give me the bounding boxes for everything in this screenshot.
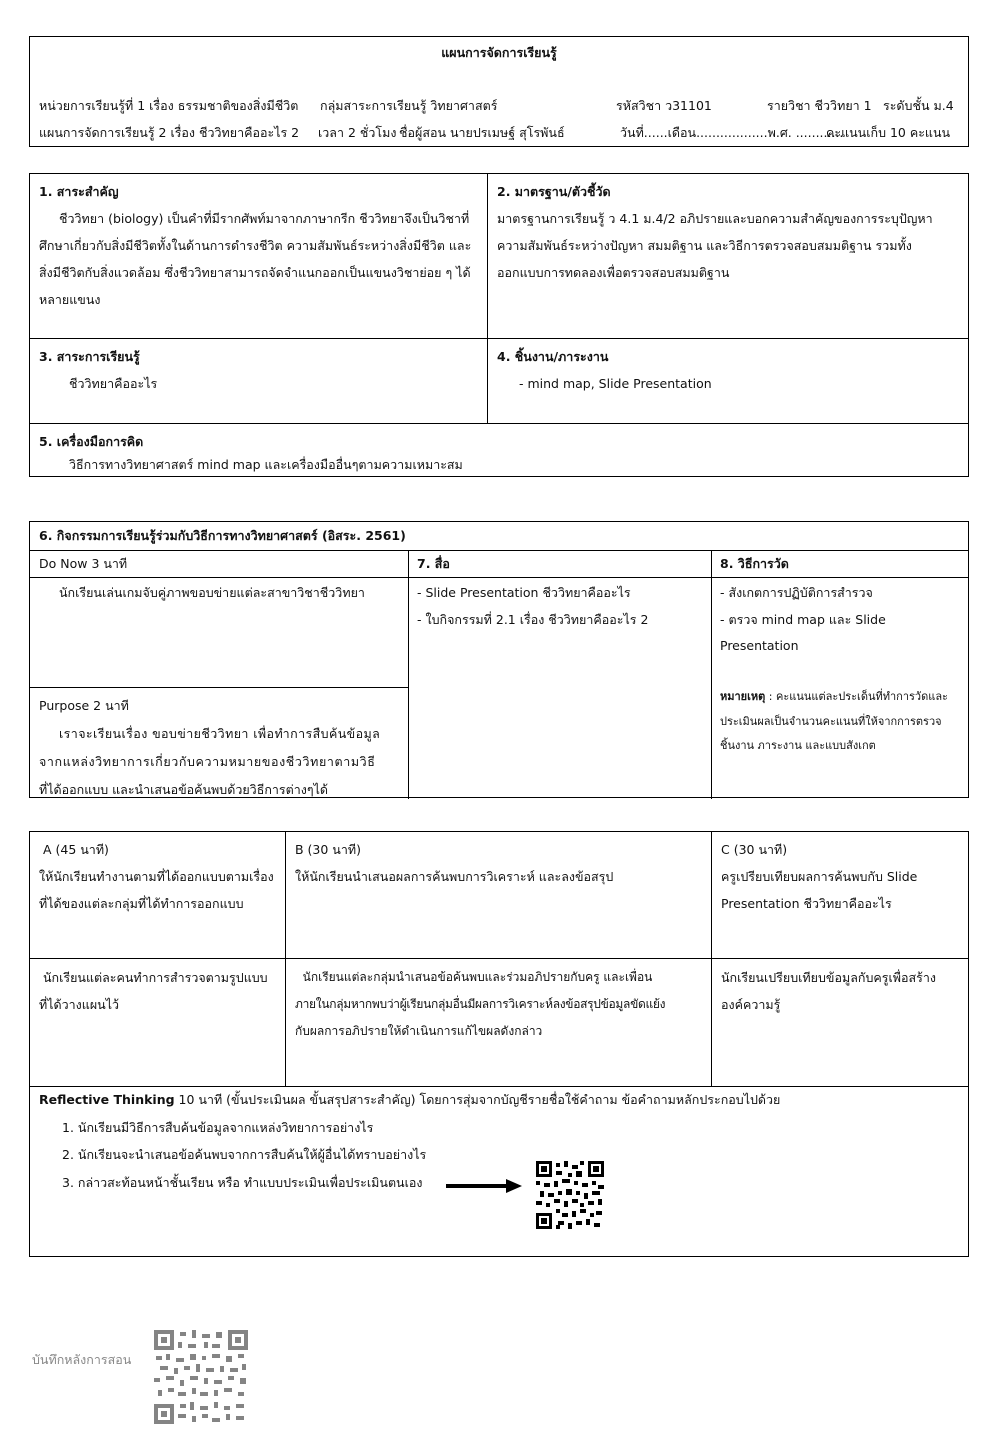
- section-heading: 2. มาตรฐาน/ตัวชี้วัด: [497, 184, 611, 199]
- assessment-item: Presentation: [720, 638, 799, 653]
- purpose-line: เราจะเรียนเรื่อง ขอบข่ายชีววิทยา เพื่อทำการสืบค้นข้อมูล: [59, 726, 381, 741]
- b-line: ให้นักเรียนนำเสนอผลการค้นพบการวิเคราะห์ และลงข้อสรุป: [295, 869, 614, 884]
- purpose-time: 2 นาที: [89, 698, 129, 713]
- reflective-item: 2. นักเรียนจะนำเสนอข้อค้นพบจากการสืบค้นให้ผู้อื่นได้ทราบอย่างไร: [62, 1147, 427, 1162]
- essence-line: ศึกษาเกี่ยวกับสิ่งมีชีวิตทั้งในด้านการดำรงชีวิต ความสัมพันธ์ระหว่างสิ่งมีชีวิต และ: [39, 238, 472, 253]
- donow-label: Do Now: [39, 556, 88, 571]
- a2-line: ที่ได้วางแผนไว้: [39, 997, 120, 1012]
- c-line: ครูเปรียบเทียบผลการค้นพบกับ Slide: [721, 869, 918, 884]
- section-content: [30, 339, 487, 401]
- assessment-heading: 8. วิธีการวัด: [720, 556, 789, 571]
- header-box: [29, 36, 969, 147]
- reflective-item: 3. กล่าวสะท้อนหน้าชั้นเรียน หรือ ทำแบบประเมินเพื่อประเมินตนเอง: [62, 1175, 423, 1190]
- assessment-item: - ตรวจ mind map และ Slide: [720, 612, 886, 627]
- section-heading: 3. สาระการเรียนรู้: [39, 349, 140, 364]
- media-item: - ใบกิจกรรมที่ 2.1 เรื่อง ชีววิทยาคืออะไร 2: [417, 612, 649, 627]
- c-title: C (30 นาที): [721, 842, 788, 857]
- activities-heading: 6. กิจกรรมการเรียนรู้ร่วมกับวิธีการทางวิทยาศาสตร์ (อิสระ. 2561): [39, 528, 406, 543]
- c2-line: องค์ความรู้: [721, 997, 781, 1012]
- section-essence: [30, 174, 487, 317]
- score-text: คะแนนเก็บ 10 คะแนน: [826, 125, 951, 140]
- a-title: A (45 นาที): [39, 842, 109, 857]
- c2-cell: [712, 960, 969, 1022]
- unit-text: หน่วยการเรียนรู้ที่ 1 เรื่อง ธรรมชาติของสิ่งมีชีวิต: [39, 98, 299, 113]
- qr-code-icon: [154, 1330, 248, 1424]
- c-line: Presentation ชีววิทยาคืออะไร: [721, 896, 892, 911]
- a-line: ที่ได้ของแต่ละกลุ่มที่ได้ทำการออกแบบ: [39, 896, 244, 911]
- donow-time: 3 นาที: [87, 556, 128, 571]
- section-tasks: [488, 339, 968, 401]
- purpose-line: ที่ได้ออกแบบ และนำเสนอข้อค้นพบด้วยวิธีการต่างๆได้: [39, 782, 328, 797]
- donow-title: [39, 554, 127, 574]
- purpose-label: Purpose: [39, 698, 90, 713]
- after-teaching-note-label: บันทึกหลังการสอน: [32, 1352, 132, 1367]
- note-line: ประเมินผลเป็นจำนวนคะแนนที่ให้จากการตรวจ: [720, 715, 942, 728]
- section-heading: 1. สาระสำคัญ: [39, 184, 119, 199]
- b2-line: นักเรียนแต่ละกลุ่มนำเสนอข้อค้นพบและร่วมอภิปรายกับครู และเพื่อน: [295, 970, 653, 984]
- note-line: : คะแนนแต่ละประเด็นที่ทำการวัดและ: [765, 690, 948, 703]
- section-thinking-tools: [30, 424, 968, 482]
- section-heading: 4. ชิ้นงาน/ภาระงาน: [497, 349, 609, 364]
- a-cell: [30, 832, 285, 921]
- purpose-title: [39, 692, 399, 720]
- essence-line: สิ่งมีชีวิตกับสิ่งแวดล้อม ซึ่งชีววิทยาสามารถจัดจำแนกออกเป็นแขนงวิชาย่อย ๆ ได้: [39, 265, 471, 280]
- plan-text: แผนการจัดการเรียนรู้ 2 เรื่อง ชีววิทยาคืออะไร 2: [39, 125, 300, 140]
- a2-line: นักเรียนแต่ละคนทำการสำรวจตามรูปแบบ: [39, 970, 268, 985]
- sections-1-5-box: [29, 173, 969, 477]
- teacher-text: ชื่อผู้สอน นายปรเมษฐ์ สุโรพันธ์: [399, 125, 565, 140]
- assessment-note: [720, 684, 948, 710]
- reflective-label: Reflective Thinking: [39, 1092, 175, 1107]
- reflective-title: [39, 1090, 780, 1110]
- group-text: กลุ่มสาระการเรียนรู้ วิทยาศาสตร์: [320, 98, 498, 113]
- standard-line: ความสัมพันธ์ระหว่างปัญหา สมมติฐาน และวิธีการตรวจสอบสมมติฐาน รวมทั้ง: [497, 238, 912, 253]
- b2-line: ภายในกลุ่มหากพบว่าผู้เรียนกลุ่มอื่นมีผลการวิเคราะห์ลงข้อสรุปข้อมูลขัดแย้ง: [295, 997, 666, 1011]
- arrow-right-icon: [446, 1178, 522, 1194]
- media-item: - Slide Presentation ชีววิทยาคืออะไร: [417, 585, 631, 600]
- tasks-text: - mind map, Slide Presentation: [519, 376, 712, 391]
- course-code: รหัสวิชา ว31101: [616, 98, 712, 113]
- content-text: ชีววิทยาคืออะไร: [69, 376, 158, 391]
- date-text: วันที่......เดือน..................พ.ศ. ............: [620, 125, 844, 140]
- note-label: หมายเหตุ: [720, 690, 766, 703]
- standard-line: ออกแบบการทดลองเพื่อตรวจสอบสมมติฐาน: [497, 265, 730, 280]
- plan-title: แผนการจัดการเรียนรู้: [441, 45, 557, 60]
- abc-box: [29, 831, 969, 1257]
- a-line: ให้นักเรียนทำงานตามที่ได้ออกแบบตามเรื่อง: [39, 869, 274, 884]
- note-line: ชิ้นงาน ภาระงาน และแบบสังเกต: [720, 739, 876, 752]
- b-title: B (30 นาที): [295, 842, 361, 857]
- b2-line: กับผลการอภิปรายให้ดำเนินการแก้ไขผลดังกล่าว: [295, 1024, 543, 1038]
- qr-code-icon: [536, 1161, 604, 1229]
- donow-text: นักเรียนเล่นเกมจับคู่ภาพขอบข่ายแต่ละสาขาวิชาชีววิทยา: [59, 585, 365, 600]
- standard-line: มาตรฐานการเรียนรู้ ว 4.1 ม.4/2 อภิปรายและบอกความสำคัญของการระบุปัญหา: [497, 211, 933, 226]
- time-text: เวลา 2 ชั่วโมง: [318, 125, 397, 140]
- subject-text: รายวิชา ชีววิทยา 1: [767, 98, 872, 113]
- section-standards: [488, 174, 968, 290]
- purpose-line: จากแหล่งวิทยาการเกี่ยวกับความหมายของชีววิทยาตามวิธี: [39, 754, 376, 769]
- media-heading: 7. สื่อ: [417, 556, 450, 571]
- reflective-intro: 10 นาที (ขั้นประเมินผล ขั้นสรุปสาระสำคัญ) โดยการสุ่มจากบัญชีรายชื่อใช้คำถาม ข้อคำถามหลักประกอบไปด้วย: [174, 1092, 781, 1107]
- essence-line: หลายแขนง: [39, 292, 101, 307]
- thinking-tools-text: วิธีการทางวิทยาศาสตร์ mind map และเครื่องมืออื่นๆตามความเหมาะสม: [69, 457, 463, 472]
- c-cell: [712, 832, 969, 921]
- reflective-item: 1. นักเรียนมีวิธีการสืบค้นข้อมูลจากแหล่งวิทยาการอย่างไร: [62, 1120, 374, 1135]
- level-text: ระดับชั้น ม.4: [883, 98, 954, 113]
- purpose-cell: [30, 688, 408, 808]
- c2-line: นักเรียนเปรียบเทียบข้อมูลกับครูเพื่อสร้าง: [721, 970, 936, 985]
- section-heading: 5. เครื่องมือการคิด: [39, 434, 144, 449]
- activities-box: [29, 521, 969, 798]
- assessment-item: - สังเกตการปฏิบัติการสำรวจ: [720, 585, 873, 600]
- b-cell: [286, 832, 711, 894]
- a2-cell: [30, 960, 285, 1022]
- b2-cell: [286, 960, 711, 1049]
- essence-line: ชีววิทยา (biology) เป็นคำที่มีรากศัพท์มาจากภาษากรีก ชีววิทยาจึงเป็นวิชาที่: [59, 211, 470, 226]
